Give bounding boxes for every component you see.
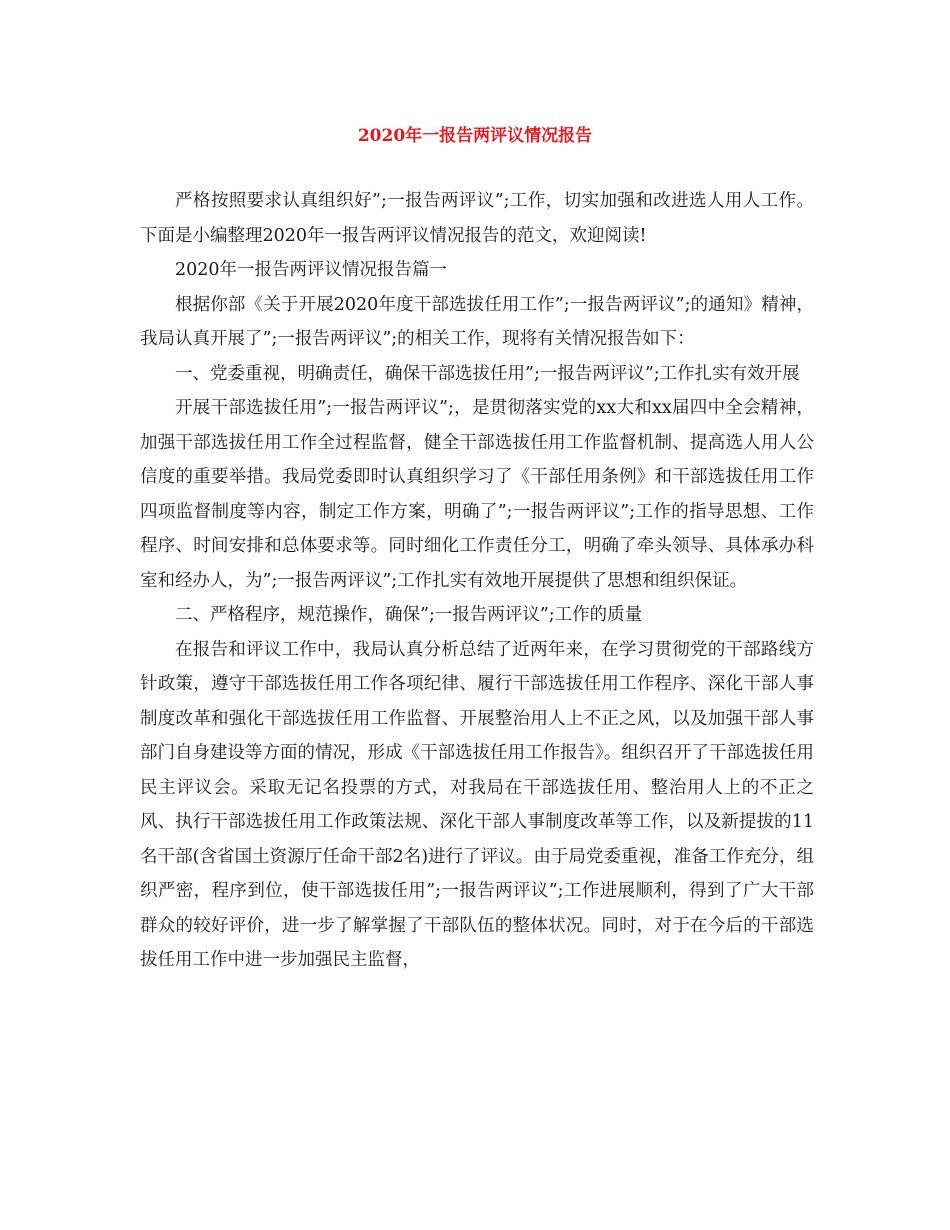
paragraph-one-body: 开展干部选拔任用”;一报告两评议”;，是贯彻落实党的xx大和xx届四中全会精神，加强干部选拔任用工作全过程监督，健全干部选拔任用工作监督机制、提高选人用人公信度的重要举措。我局党委即时认真组织学习了《干部任用条例》和干部选拔任用工作四项监督制度等内容，制定工作方案，明确了”;一报告两评议”;工作的指导思想、工作程序、时间安排和总体要求等。同时细化工作责任分工，明确了牵头领导、具体承办科室和经办人，为”;一报告两评议”;工作扎实有效地开展提供了思想和组织保证。: [140, 398, 814, 591]
document-body: [140, 184, 814, 978]
paragraph-two-body: 在报告和评议工作中，我局认真分析总结了近两年来，在学习贯彻党的干部路线方针政策，遵守干部选拔任用工作各项纪律、履行干部选拔任用工作程序、深化干部人事制度改革和强化干部选拔任用工作监督、开展整治用人上不正之风，以及加强干部人事部门自身建设等方面的情况，形成《干部选拔任用工作报告》。组织召开了干部选拔任用民主评议会。采取无记名投票的方式，对我局在干部选拔任用、整治用人上的不正之风、执行干部选拔任用工作政策法规、深化干部人事制度改革等工作，以及新提拔的11名干部(含省国土资源厅任命干部2名)进行了评议。由于局党委重视，准备工作充分，组织严密，程序到位，使干部选拔任用”;一报告两评议”;工作进展顺利，得到了广大干部群众的较好评价，进一步了解掌握了干部队伍的整体状况。同时，对于在今后的干部选拔任用工作中进一步加强民主监督，: [140, 639, 814, 970]
intro-paragraph: 严格按照要求认真组织好”;一报告两评议”;工作，切实加强和改进选人用人工作。下面是小编整理2020年一报告两评议情况报告的范文，欢迎阅读!: [140, 191, 814, 246]
document-title: 2020年一报告两评议情况报告: [357, 126, 593, 146]
heading-one: 一、党委重视，明确责任，确保干部选拔任用”;一报告两评议”;工作扎实有效开展: [175, 363, 800, 384]
section-heading-part-one: 2020年一报告两评议情况报告篇一: [175, 260, 448, 280]
heading-two: 二、严格程序，规范操作，确保”;一报告两评议”;工作的质量: [175, 605, 643, 625]
notice-paragraph: 根据你部《关于开展2020年度干部选拔任用工作”;一报告两评议”;的通知》精神，我局认真开展了”;一报告两评议”;的相关工作，现将有关情况报告如下：: [140, 294, 814, 349]
